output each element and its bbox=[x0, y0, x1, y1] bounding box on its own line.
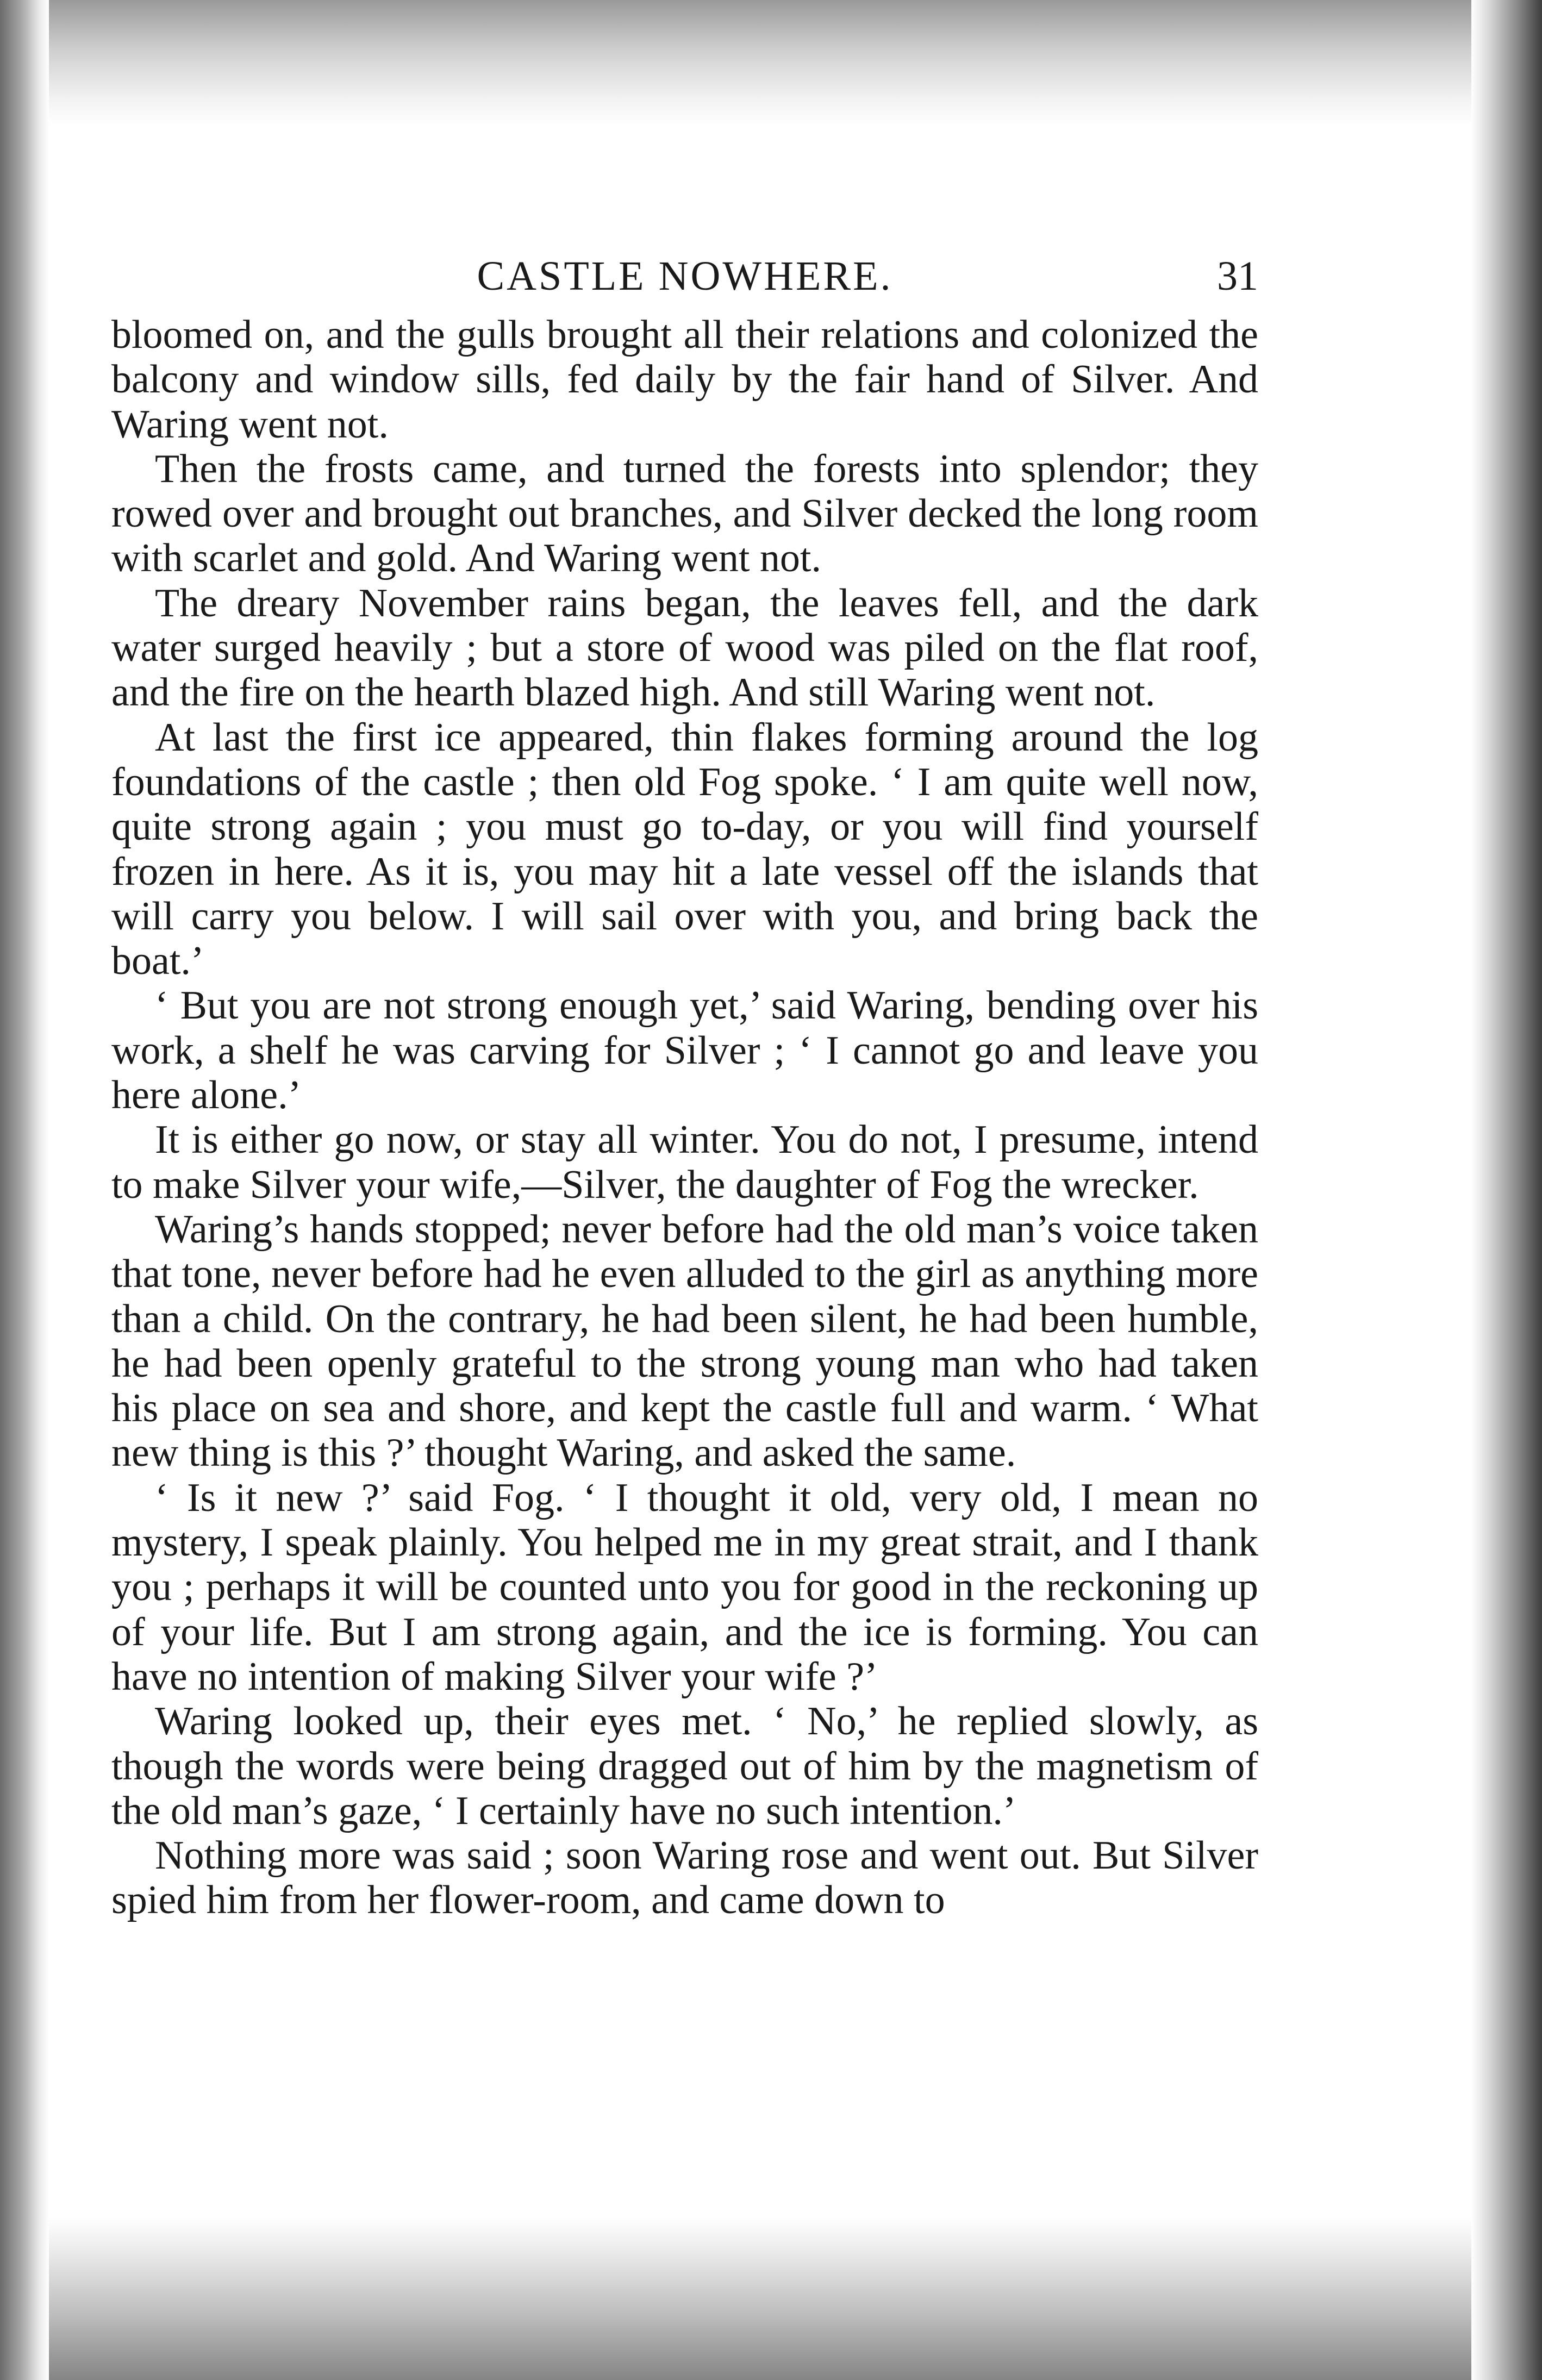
scan-shadow-right bbox=[1471, 0, 1542, 2380]
book-page bbox=[111, 247, 1258, 1923]
paragraph: Waring’s hands stopped; never before had the old man’s voice taken that tone, never before had he even alluded to the girl as anything more than a child. On the contrary, he had been silent, he had been humble, he had been openly grateful to the strong young man who had taken his place on sea and shore, and kept the castle full and warm. ‘ What new thing is this ?’ thought Waring, and asked the same. bbox=[111, 1207, 1258, 1476]
paragraph: ‘ Is it new ?’ said Fog. ‘ I thought it old, very old, I mean no mystery, I speak plainly. You helped me in my great strait, and I thank you ; perhaps it will be counted unto you for good in the reckoning up of your life. But I am strong again, and the ice is forming. You can have no intention of making Silver your wife ?’ bbox=[111, 1475, 1258, 1699]
scan-shadow-bottom bbox=[0, 2217, 1542, 2380]
paragraph: Waring looked up, their eyes met. ‘ No,’ he replied slowly, as though the words were being dragged out of him by the magnetism of the old man’s gaze, ‘ I certainly have no such intention.’ bbox=[111, 1699, 1258, 1833]
page-number: 31 bbox=[1217, 253, 1258, 299]
paragraph: It is either go now, or stay all winter. You do not, I presume, intend to make Silver your wife,—Silver, the daughter of Fog the wrecker. bbox=[111, 1117, 1258, 1207]
running-head bbox=[111, 247, 1258, 313]
paragraph: The dreary November rains began, the leaves fell, and the dark water surged heavily ; but a store of wood was piled on the flat roof, and the fire on the hearth blazed high. And still Waring went not. bbox=[111, 580, 1258, 715]
scan-shadow-left bbox=[0, 0, 49, 2380]
paragraph: bloomed on, and the gulls brought all their relations and colonized the balcony and window sills, fed daily by the fair hand of Silver. And Waring went not. bbox=[111, 313, 1258, 447]
paragraph: ‘ But you are not strong enough yet,’ said Waring, bending over his work, a shelf he was carving for Silver ; ‘ I cannot go and leave you here alone.’ bbox=[111, 983, 1258, 1118]
paragraph: Then the frosts came, and turned the forests into splendor; they rowed over and brought out branches, and Silver decked the long room with scarlet and gold. And Waring went not. bbox=[111, 446, 1258, 581]
paragraph: Nothing more was said ; soon Waring rose and went out. But Silver spied him from her flower-room, and came down to bbox=[111, 1833, 1258, 1923]
body-text bbox=[111, 313, 1258, 1923]
paragraph: At last the first ice appeared, thin flakes forming around the log foundations of the castle ; then old Fog spoke. ‘ I am quite well now, quite strong again ; you must go to-day, or you will find yourself frozen in here. As it is, you may hit a late vessel off the islands that will carry you below. I will sail over with you, and bring back the boat.’ bbox=[111, 715, 1258, 984]
scan-shadow-top bbox=[0, 0, 1542, 125]
running-title: CASTLE NOWHERE. bbox=[477, 253, 893, 299]
